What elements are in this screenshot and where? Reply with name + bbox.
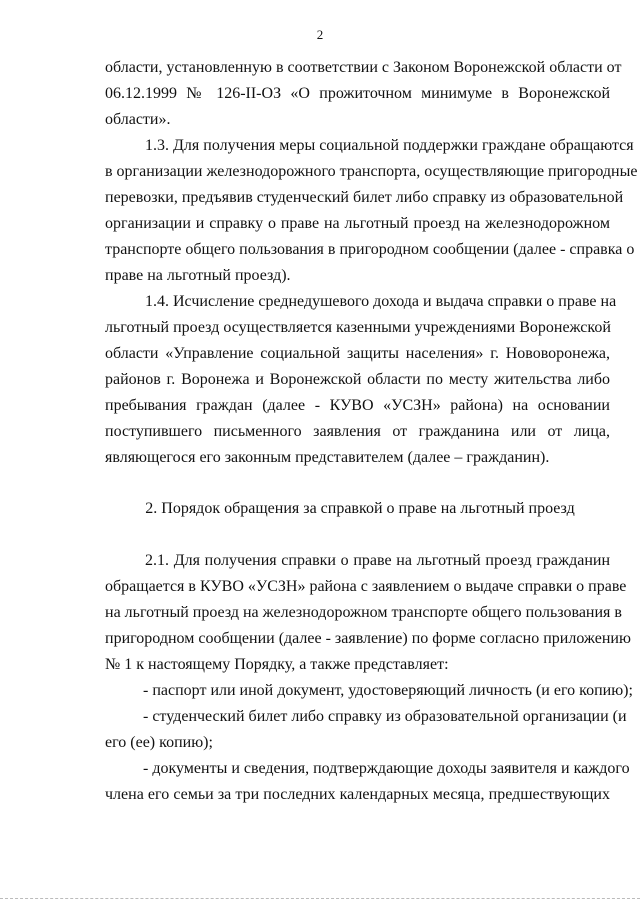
text-line: организации и справку о праве на льготный проезд на железнодорожном [105, 215, 610, 232]
text-line: обращается в КУВО «УСЗН» района с заявлением о выдаче справки о праве [105, 578, 627, 595]
text-line: праве на льготный проезд). [105, 267, 291, 284]
section-heading: 2. Порядок обращения за справкой о праве на льготный проезд [145, 500, 575, 517]
text-line: области, установленную в соответствии с Законом Воронежской области от [105, 59, 622, 76]
text-line: его (ее) копию); [105, 734, 213, 751]
text-line: 1.3. Для получения меры социальной поддержки граждане обращаются [145, 137, 634, 154]
text-line: районов г. Воронежа и Воронежской области по месту жительства либо [105, 371, 610, 388]
text-line: перевозки, предъявив студенческий билет либо справку из образовательной [105, 189, 624, 206]
list-item: - документы и сведения, подтверждающие доходы заявителя и каждого [143, 760, 630, 777]
text-line: члена его семьи за три последних календарных месяца, предшествующих [105, 786, 610, 803]
text-line: пребывания граждан (далее - КУВО «УСЗН» района) на основании [105, 397, 610, 414]
text-line: являющегося его законным представителем (далее – гражданин). [105, 449, 550, 466]
text-line: пригородном сообщении (далее - заявление) по форме согласно приложению [105, 630, 631, 647]
text-line: транспорте общего пользования в пригородном сообщении (далее - справка о [105, 241, 635, 258]
text-line: льготный проезд осуществляется казенными учреждениями Воронежской [105, 319, 611, 336]
text-line: № 1 к настоящему Порядку, а также представляет: [105, 656, 449, 673]
text-line: в организации железнодорожного транспорта, осуществляющие пригородные [105, 163, 638, 180]
text-line: области «Управление социальной защиты населения» г. Нововоронежа, [105, 345, 610, 362]
text-line: 2.1. Для получения справки о праве на льготный проезд гражданин [145, 552, 610, 569]
text-line: 06.12.1999 № 126-II-ОЗ «О прожиточном минимуме в Воронежской [105, 85, 610, 102]
list-item: - паспорт или иной документ, удостоверяющий личность (и его копию); [143, 682, 633, 699]
page-number: 2 [316, 27, 324, 42]
text-line: на льготный проезд на железнодорожном транспорте общего пользования в [105, 604, 622, 621]
page-bottom-edge [0, 898, 640, 899]
text-line: 1.4. Исчисление среднедушевого дохода и выдача справки о праве на [145, 293, 617, 310]
list-item: - студенческий билет либо справку из образовательной организации (и [143, 708, 627, 725]
text-line: поступившего письменного заявления от гражданина или от лица, [105, 423, 610, 440]
text-line: области». [105, 111, 171, 128]
